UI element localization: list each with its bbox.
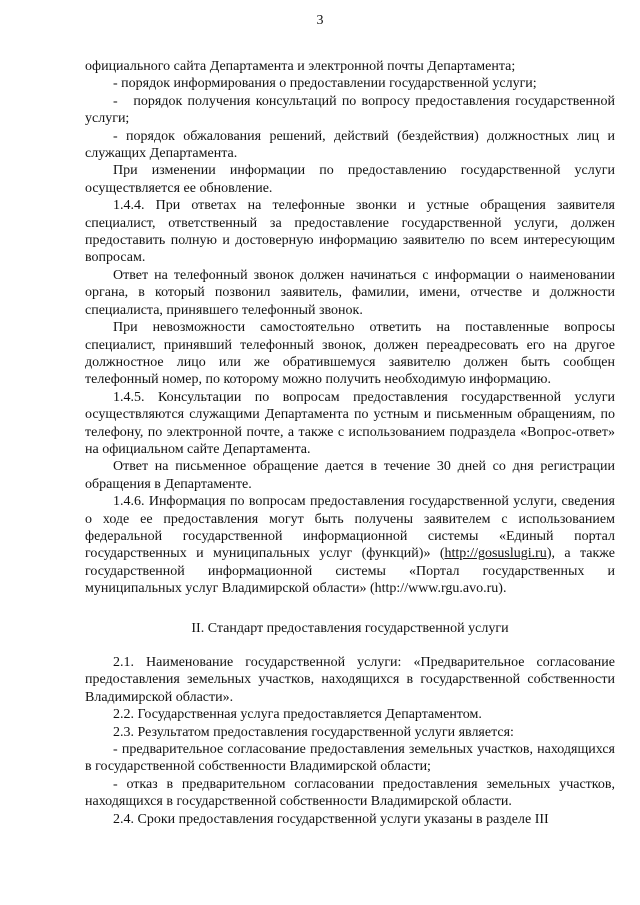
paragraph: - порядок получения консультаций по вопросу предоставления государственной услуги; [85, 93, 615, 127]
gosuslugi-link[interactable]: http://gosuslugi.ru [444, 546, 547, 562]
paragraph: - порядок обжалования решений, действий (бездействия) должностных лиц и служащих Департамента. [85, 128, 615, 162]
paragraph: Ответ на письменное обращение дается в течение 30 дней со дня регистрации обращения в Департаменте. [85, 459, 615, 492]
paragraph: - отказ в предварительном согласовании предоставления земельных участков, находящихся в государственной собственности Владимирской области. [85, 776, 615, 810]
section-1-paragraphs [85, 58, 615, 493]
paragraph: 2.2. Государственная услуга предоставляется Департаментом. [113, 707, 482, 723]
section-heading: II. Стандарт предоставления государственной услуги [191, 620, 509, 636]
paragraph: При изменении информации по предоставлению государственной услуги осуществляется ее обновление. [85, 163, 615, 196]
paragraph-text: ), а также государственной информационной системы «Портал государственных и муниципальных услуг Владимирской области» (http://www.rgu.avo.ru). [85, 546, 615, 597]
page-number: 3 [316, 13, 324, 28]
paragraph: 1.4.4. При ответах на телефонные звонки и устные обращения заявителя специалист, ответственный за предоставление государственной услуги, должен предоставить полную и достоверную информацию заявителю по всем интересующим вопросам. [85, 198, 615, 266]
paragraph: При невозможности самостоятельно ответить на поставленные вопросы специалист, принявший телефонный звонок, должен переадресовать его на другое должностное лицо или же обратившемуся заявителю должен быть сообщен телефонный номер, по которому можно получить необходимую информацию. [85, 320, 615, 388]
paragraph: 2.4. Сроки предоставления государственной услуги указаны в разделе III [113, 811, 549, 827]
paragraph-text: 1.4.6. Информация по вопросам предоставления государственной услуги, сведения о ходе ее предоставления могут быть получены заявителем с использованием федеральной государственной информационной системы «Единый портал государственных и муниципальных услуг (функций)» ( [85, 494, 615, 562]
document-body [85, 58, 615, 828]
paragraph: 2.1. Наименование государственной услуги: «Предварительное согласование предоставления земельных участков, находящихся в государственной собственности Владимирской области». [85, 655, 615, 705]
paragraph: 2.3. Результатом предоставления государственной услуги является: [113, 724, 514, 740]
paragraph: 1.4.5. Консультации по вопросам предоставления государственной услуги осуществляются служащими Департамента по устным и письменным обращениям, по телефону, по электронной почте, а также с использованием подраздела «Вопрос-ответ» на официальном сайте Департамента. [85, 389, 615, 457]
paragraph: - предварительное согласование предоставления земельных участков, находящихся в государственной собственности Владимирской области; [85, 742, 615, 775]
paragraph: Ответ на телефонный звонок должен начинаться с информации о наименовании органа, в который позвонил заявитель, фамилии, имени, отчестве и должности специалиста, принявшего телефонный звонок. [85, 267, 615, 318]
paragraph: официального сайта Департамента и электронной почты Департамента; [85, 59, 516, 74]
section-2-paragraphs [85, 654, 615, 828]
paragraph: - порядок информирования о предоставлении государственной услуги; [113, 76, 537, 92]
paragraph-1-4-6 [85, 493, 615, 597]
